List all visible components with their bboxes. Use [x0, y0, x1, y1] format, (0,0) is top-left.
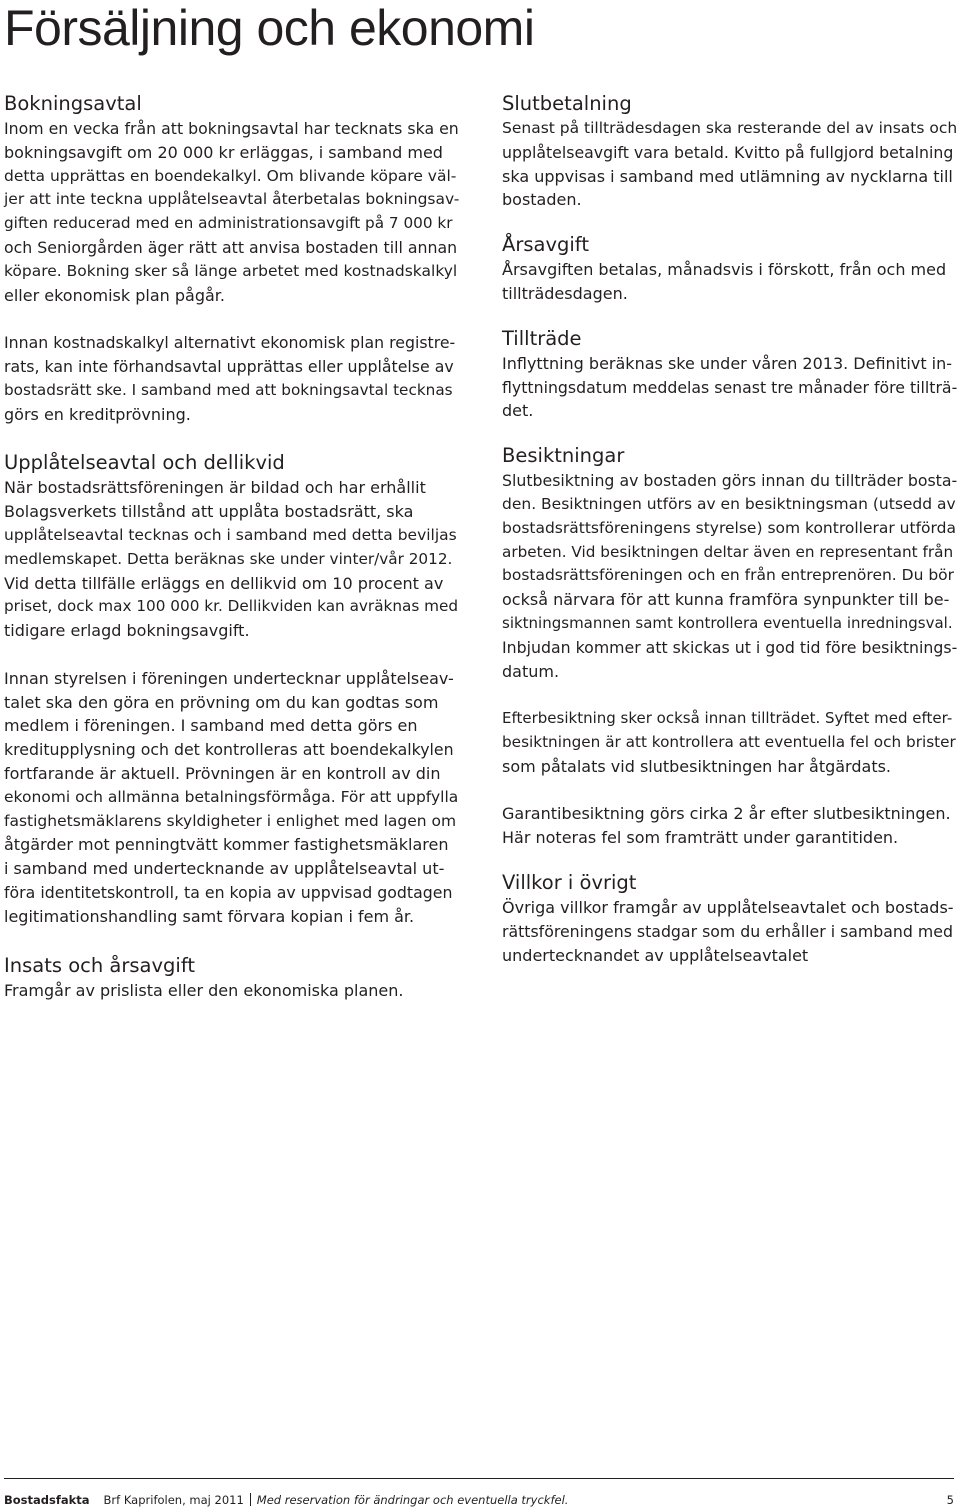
- text-line: bostaden.: [502, 190, 582, 210]
- text-line: När bostadsrättsföreningen är bildad och har erhållit: [4, 478, 426, 498]
- text-line: upplåtelseavgift vara betald. Kvitto på fullgjord betalning: [502, 142, 954, 162]
- page-title: Försäljning och ekonomi: [4, 0, 535, 56]
- text-line: priset, dock max 100 000 kr. Dellikviden kan avräknas med: [4, 597, 459, 616]
- section-heading: Villkor i övrigt: [502, 870, 637, 894]
- page-number: 5: [946, 1493, 954, 1507]
- section-insats-och-arsavgift: [4, 953, 459, 1003]
- section-tilltrade: [502, 326, 958, 423]
- section-bokningsavtal: [4, 91, 459, 426]
- text-line: kreditupplysning och det kontrolleras att boendekalkylen: [4, 740, 454, 760]
- body-paragraph: [4, 979, 459, 1003]
- body-paragraph: [502, 896, 958, 967]
- text-line: åtgärder mot penningtvätt kommer fastighetsmäklaren: [4, 835, 449, 855]
- section-heading: Insats och årsavgift: [4, 953, 196, 977]
- text-line: bostadsrättsföreningens styrelse) som kontrollerar utförda: [502, 518, 956, 537]
- text-line: ska uppvisas i samband med utlämning av nycklarna till: [502, 166, 953, 186]
- body-paragraph: [4, 667, 459, 929]
- text-line: tidigare erlagd bokningsavgift.: [4, 621, 250, 641]
- right-column: [502, 91, 958, 967]
- text-line: Årsavgiften betalas, månadsvis i förskott, från och med: [502, 260, 947, 280]
- section-heading: Besiktningar: [502, 444, 625, 468]
- text-line: eller ekonomisk plan pågår.: [4, 285, 225, 305]
- text-line: flyttningsdatum meddelas senast tre månader före tillträ-: [502, 377, 958, 397]
- text-line: rättsföreningens stadgar som du erhåller i samband med: [502, 921, 953, 941]
- section-heading: Upplåtelseavtal och dellikvid: [4, 451, 285, 475]
- text-line: rats, kan inte förhandsavtal upprättas eller upplåtelse av: [4, 356, 454, 376]
- text-line: Senast på tillträdesdagen ska resterande del av insats och: [502, 119, 958, 137]
- text-line: Vid detta tillfälle erläggs en dellikvid om 10 procent av: [4, 573, 444, 593]
- section-slutbetalning: [502, 91, 958, 212]
- text-line: giften reducerad med en administrationsavgift på 7 000 kr: [4, 214, 453, 233]
- page-footer: [4, 1478, 954, 1509]
- text-line: detta upprättas en boendekalkyl. Om blivande köpare väl-: [4, 166, 457, 185]
- text-line: köpare. Bokning sker så länge arbetet med kostnadskalkyl: [4, 261, 458, 280]
- body-paragraph: [4, 331, 459, 426]
- text-line: Slutbesiktning av bostaden görs innan du tillträder bosta-: [502, 471, 958, 491]
- text-line: som påtalats vid slutbesiktningen har åtgärdats.: [502, 756, 892, 776]
- text-line: upplåtelseavtal tecknas och i samband med detta beviljas: [4, 525, 457, 544]
- text-line: siktningsmannen samt kontrollera eventuella inredningsval.: [502, 613, 953, 632]
- section-villkor-i-ovrigt: [502, 870, 958, 967]
- text-line: undertecknandet av upplåtelseavtalet: [502, 945, 809, 965]
- body-paragraph: [502, 258, 958, 306]
- section-arsavgift: [502, 232, 958, 306]
- text-line: bostadsrättsföreningen och en från entreprenören. Du bör: [502, 566, 955, 585]
- text-line: görs en kreditprövning.: [4, 404, 191, 424]
- footer-brand: Bostadsfakta: [4, 1493, 90, 1507]
- section-heading: Bokningsavtal: [4, 92, 142, 115]
- text-line: också närvara för att kunna framföra synpunkter till be-: [502, 590, 950, 610]
- body-paragraph: [4, 117, 459, 307]
- text-line: fortfarande är aktuell. Prövningen är en kontroll av din: [4, 763, 441, 783]
- text-line: och Seniorgården äger rätt att anvisa bostaden till annan: [4, 237, 458, 257]
- body-paragraph: [502, 117, 958, 212]
- text-line: i samband med undertecknande av upplåtelseavtal ut-: [4, 859, 445, 879]
- text-line: medlem i föreningen. I samband med detta görs en: [4, 716, 418, 736]
- text-line: arbeten. Vid besiktningen deltar även en representant från: [502, 542, 954, 561]
- text-line: legitimationshandling samt förvara kopian i fem år.: [4, 906, 415, 926]
- left-column: [4, 91, 459, 1002]
- section-upplatelseavtal-och-dellikvid: [4, 450, 459, 928]
- body-paragraph: [502, 352, 958, 423]
- text-line: Inflyttning beräknas ske under våren 2013. Definitivt in-: [502, 353, 953, 373]
- text-line: det.: [502, 401, 534, 421]
- text-line: Innan styrelsen i föreningen undertecknar upplåtelseav-: [4, 668, 454, 688]
- text-line: Övriga villkor framgår av upplåtelseavtalet och bostads-: [502, 897, 954, 917]
- text-line: Här noteras fel som framträtt under garantitiden.: [502, 828, 899, 848]
- body-paragraph: [4, 476, 459, 643]
- text-line: Efterbesiktning sker också innan tillträdet. Syftet med efter-: [502, 709, 953, 728]
- text-line: medlemskapet. Detta beräknas ske under vinter/vår 2012.: [4, 549, 453, 568]
- body-paragraph: [502, 469, 958, 683]
- section-besiktningar: [502, 443, 958, 850]
- body-paragraph: [502, 802, 958, 850]
- footer-project: Brf Kaprifolen, maj 2011: [103, 1493, 244, 1507]
- section-heading: Tillträde: [502, 326, 582, 350]
- text-line: ekonomi och allmänna betalningsförmåga. För att uppfylla: [4, 787, 459, 806]
- text-line: Framgår av prislista eller den ekonomiska planen.: [4, 980, 404, 1000]
- text-line: Innan kostnadskalkyl alternativt ekonomisk plan registre-: [4, 333, 456, 353]
- text-line: Inom en vecka från att bokningsavtal har tecknats ska en: [4, 119, 459, 138]
- text-line: datum.: [502, 661, 560, 681]
- text-line: jer att inte teckna upplåtelseavtal återbetalas bokningsav-: [4, 190, 460, 209]
- text-line: den. Besiktningen utförs av en besiktningsman (utsedd av: [502, 494, 956, 513]
- text-line: fastighetsmäklarens skyldigheter i enlighet med lagen om: [4, 811, 457, 830]
- text-line: tillträdesdagen.: [502, 283, 628, 303]
- footer-text: [4, 1493, 568, 1507]
- footer-divider: [250, 1493, 251, 1506]
- body-paragraph: [502, 707, 958, 778]
- text-line: föra identitetskontroll, ta en kopia av uppvisad godtagen: [4, 882, 453, 902]
- text-line: talet ska den göra en prövning om du kan godtas som: [4, 692, 439, 712]
- footer-rule: [4, 1478, 954, 1479]
- section-heading: Årsavgift: [502, 233, 589, 257]
- text-line: besiktningen är att kontrollera att eventuella fel och brister: [502, 732, 956, 751]
- section-heading: Slutbetalning: [502, 92, 632, 115]
- text-line: Inbjudan kommer att skickas ut i god tid före besiktnings-: [502, 637, 958, 657]
- text-line: Garantibesiktning görs cirka 2 år efter slutbesiktningen.: [502, 804, 951, 824]
- text-line: bostadsrätt ske. I samband med att bokningsavtal tecknas: [4, 380, 453, 399]
- footer-disclaimer: Med reservation för ändringar och eventuella tryckfel.: [256, 1493, 569, 1507]
- text-line: Bolagsverkets tillstånd att upplåta bostadsrätt, ska: [4, 502, 414, 522]
- text-line: bokningsavgift om 20 000 kr erläggas, i samband med: [4, 142, 443, 162]
